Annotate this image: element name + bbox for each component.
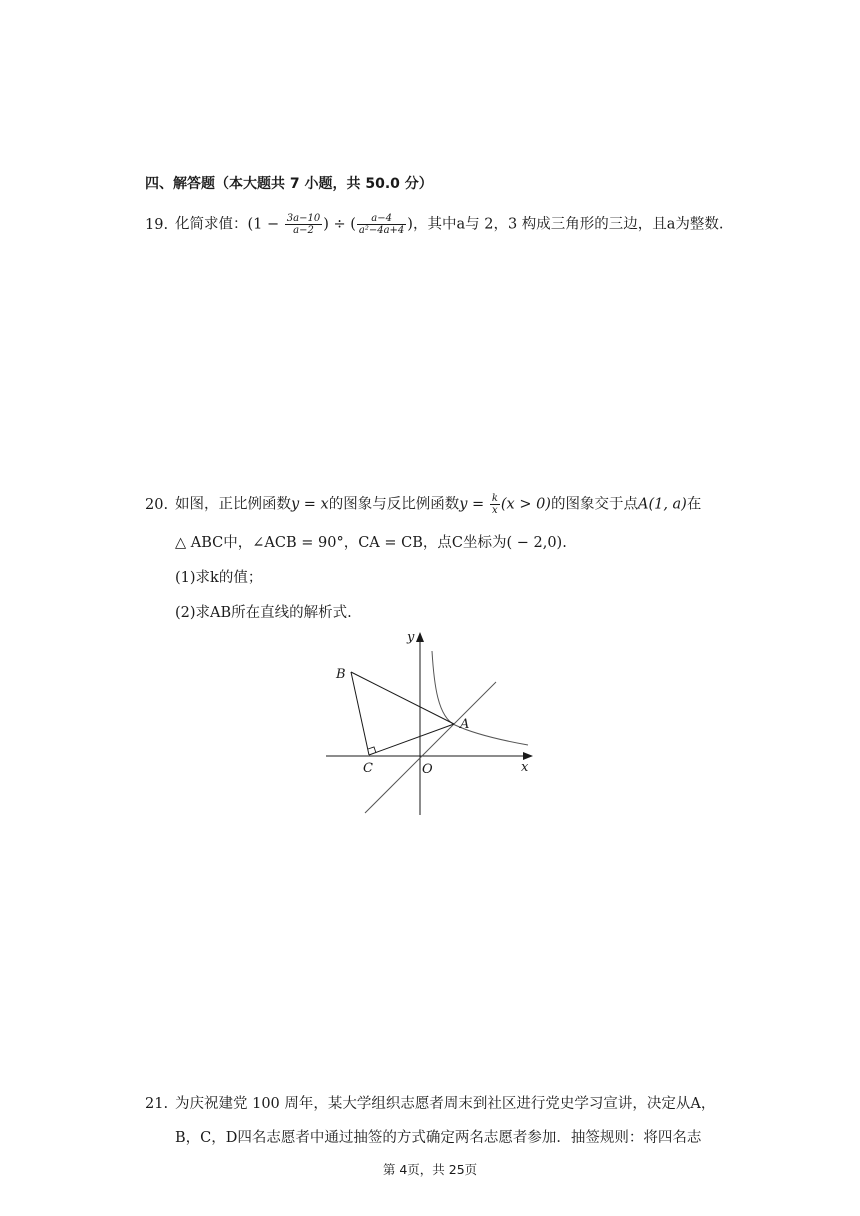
q20-fraction [490,493,500,516]
q20-text-b: 的图象与反比例函数 [328,496,460,513]
segment-ba [351,672,454,724]
fraction-numerator: k [491,493,498,504]
q20-point-a: A(1, a) [637,496,687,513]
question-number: 20. [145,496,169,513]
linear-function-line [365,682,496,813]
q20-eq-left: y = [459,496,489,513]
q21-text-1: 为庆祝建党 100 周年，某大学组织志愿者周末到社区进行党史学习宣讲，决定从A， [175,1096,716,1112]
question-20-sub-1: (1)求k的值； [175,570,263,586]
question-21-line-2: B，C，D四名志愿者中通过抽签的方式确定两名志愿者参加．抽签规则：将四名志 [175,1130,702,1146]
fraction-numerator: a−4 [357,213,406,225]
fraction-denominator: a²−4a+4 [358,225,405,236]
right-angle-mark [368,747,376,753]
section-title: 四、解答题（本大题共 7 小题，共 50.0 分） [145,176,433,192]
q20-eq-right: (x > 0) [500,496,551,513]
q19-fraction-1 [285,213,322,236]
q19-fraction-2 [357,213,406,236]
question-number: 19. [145,216,169,233]
coordinate-figure [320,625,540,820]
q19-expr-mid: ) ÷ ( [323,216,356,233]
fraction-numerator: 3a−10 [286,213,321,224]
label-o: O [422,762,433,777]
q19-suffix: ，其中a与 2，3 构成三角形的三边，且a为整数. [412,216,724,233]
question-19 [145,213,724,236]
segment-bc [351,672,369,755]
label-a: A [460,717,470,732]
page-footer: 第 4页，共 25页 [382,1162,478,1177]
question-21-line-1 [145,1094,715,1114]
label-y: y [407,630,415,645]
q19-expr-close: ) [407,216,413,233]
question-20-sub-2: (2)求AB所在直线的解析式. [175,605,352,621]
q19-expr-open: (1 − [247,216,284,233]
label-x: x [521,760,529,775]
label-c: C [363,761,373,776]
q20-text-c: 的图象交于点 [550,496,638,513]
fraction-denominator: x [492,505,498,516]
question-number: 21. [145,1096,169,1112]
question-20-line-1 [145,493,701,516]
q19-prefix: 化简求值： [175,216,248,233]
segment-ca [369,724,454,755]
q20-text-d: 在 [686,496,702,513]
fraction-denominator: a−2 [293,225,314,236]
label-b: B [336,667,346,682]
q20-text-a: 如图，正比例函数 [175,496,291,513]
q20-eq-linear: y = x [291,496,329,513]
question-20-line-2: △ ABC中，∠ACB = 90°，CA = CB，点C坐标为( − 2,0). [175,535,567,551]
